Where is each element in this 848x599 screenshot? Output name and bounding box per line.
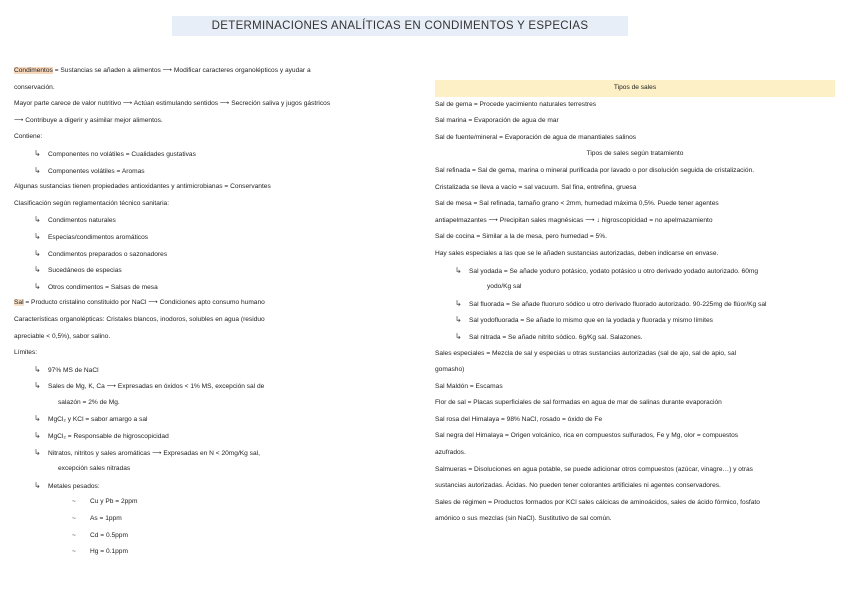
arrow-bullet-icon: ↳ <box>34 248 41 258</box>
arrow-bullet-icon: ↳ <box>34 231 41 241</box>
text-line: conservación. <box>14 83 55 91</box>
text-line: Flor de sal = Placas superficiales de sal formadas en agua de mar de salinas durante evaporación <box>435 399 722 407</box>
list-item-continuation: yodo/Kg sal <box>487 283 522 291</box>
dash-bullet-icon: ~ <box>72 548 76 556</box>
list-item: ↳ Sal nitrada = Se añade nitrito sódico. 6g/Kg sal. Salazones. <box>435 329 835 346</box>
dash-bullet-icon: ~ <box>72 531 76 539</box>
arrow-bullet-icon: ↳ <box>455 331 462 341</box>
arrow-bullet-icon: ↳ <box>455 265 462 275</box>
right-column <box>435 80 835 528</box>
list-item: ↳ Sal yodada = Se añade yoduro potásico, yodato potásico u otro derivado yodado autorizado. 60mg <box>435 263 835 280</box>
text-line: Hay sales especiales a las que se le añaden sustancias autorizadas, deben indicarse en envase. <box>435 249 719 257</box>
text-line: Sal de gema = Procede yacimiento naturales terrestres <box>435 100 597 108</box>
text-line: gomasho) <box>435 366 465 374</box>
text-line: antiapelmazantes ⟶ Precipitan sales magnésicas ⟶ ↓ higroscopicidad = no apelmazamiento <box>435 216 713 224</box>
text-line: Algunas sustancias tienen propiedades antioxidantes y antimicrobianas = Conservantes <box>14 183 271 191</box>
left-column <box>14 63 414 561</box>
list-item: ↳ Condimentos naturales <box>14 212 414 229</box>
text-line: sustancias autorizadas. Ácidas. No pueden tener colorantes artificiales ni agentes conservadores. <box>435 482 721 490</box>
text-line: Sal rosa del Himalaya = 98% NaCl, rosado = óxido de Fe <box>435 415 603 423</box>
list-item: ↳ Sales de Mg, K, Ca ⟶ Expresadas en óxidos < 1% MS, excepción sal de <box>14 378 414 395</box>
section-label: Contiene: <box>14 133 43 141</box>
metal-item: ~ Hg = 0.1ppm <box>14 544 414 561</box>
metal-item: ~ As = 1ppm <box>14 511 414 528</box>
arrow-bullet-icon: ↳ <box>455 315 462 325</box>
arrow-bullet-icon: ↳ <box>34 281 41 291</box>
arrow-bullet-icon: ↳ <box>34 381 41 391</box>
text-line: azufrados. <box>435 449 466 457</box>
text-line: Mayor parte carece de valor nutritivo ⟶ Actúan estimulando sentidos ⟶ Secreción saliva y jugos gástricos <box>14 100 331 108</box>
condimentos-term: Condimentos <box>14 67 53 74</box>
list-item-continuation: excepción sales nitradas <box>58 465 131 473</box>
dash-bullet-icon: ~ <box>72 515 76 523</box>
text-line: amónico o sus mezclas (sin NaCl). Sustitutivo de sal común. <box>435 515 612 523</box>
text-line: Características organolépticas: Cristales blancos, inodoros, solubles en agua (residuo <box>14 315 265 323</box>
sal-definition: Sal = Producto cristalino constituido por NaCl ⟶ Condiciones apto consumo humano <box>14 299 265 307</box>
list-item-continuation: salazón = 2% de Mg. <box>58 398 120 406</box>
text-line: Sal marina = Evaporación de agua de mar <box>435 117 559 125</box>
dash-bullet-icon: ~ <box>72 498 76 506</box>
arrow-bullet-icon: ↳ <box>34 265 41 275</box>
list-item: ↳ Otros condimentos = Salsas de mesa <box>14 279 414 296</box>
list-item: ↳ Nitratos, nitritos y sales aromáticas ⟶ Expresadas en N < 20mg/Kg sal, <box>14 445 414 462</box>
list-item: ↳ Sucedáneos de especias <box>14 262 414 279</box>
text-line: Salmueras = Disoluciones en agua potable, se puede adicionar otros compuestos (azúcar, vinagre…) y otras <box>435 465 753 473</box>
arrow-bullet-icon: ↳ <box>34 215 41 225</box>
arrow-bullet-icon: ↳ <box>34 165 41 175</box>
text-line: Sal negra del Himalaya = Origen volcánico, rica en compuestos sulfurados, Fe y Mg, olor = compuestos <box>435 432 739 440</box>
text-line: Cristalizada se lleva a vacío = sal vacuum. Sal fina, entrefina, gruesa <box>435 183 637 191</box>
arrow-bullet-icon: ↳ <box>34 148 41 158</box>
list-item: ↳ Especias/condimentos aromáticos <box>14 229 414 246</box>
list-item: ↳ Componentes volátiles = Aromas <box>14 163 414 180</box>
metal-item: ~ Cu y Pb = 2ppm <box>14 494 414 511</box>
list-item: ↳ Sal fluorada = Se añade fluoruro sódico u otro derivado fluorado autorizado. 90-225mg de flúor/Kg sal <box>435 296 835 313</box>
sal-term: Sal <box>14 299 24 307</box>
text-line: Sal de cocina = Similar a la de mesa, pero humedad = 5%. <box>435 233 607 241</box>
arrow-bullet-icon: ↳ <box>455 298 462 308</box>
text-line: apreciable < 0,5%), sabor salino. <box>14 332 111 340</box>
list-item: ↳ Componentes no volátiles = Cualidades gustativas <box>14 146 414 163</box>
text-line: Sal Maldón = Escamas <box>435 382 503 390</box>
list-item: ↳ MgCl₂ y KCl = sabor amargo a sal <box>14 411 414 428</box>
arrow-bullet-icon: ↳ <box>34 480 41 490</box>
list-item: ↳ Condimentos preparados o sazonadores <box>14 246 414 263</box>
text-line: Sal refinada = Sal de gema, marina o mineral purificada por lavado o por disolución seguida de cristalización. <box>435 166 755 174</box>
section-label: Límites: <box>14 349 38 357</box>
list-item: ↳ Metales pesados: <box>14 478 414 495</box>
section-label: Clasificación según reglamentación técnico sanitaria: <box>14 199 170 207</box>
text-line: Sal de mesa = Sal refinada, tamaño grano < 2mm, humedad máxima 0,5%. Puede tener agentes <box>435 200 719 208</box>
tratamiento-header: Tipos de sales según tratamiento <box>586 150 684 158</box>
arrow-bullet-icon: ↳ <box>34 364 41 374</box>
list-item: ↳ Sal yodofluorada = Se añade lo mismo que en la yodada y fluorada y mismo límites <box>435 312 835 329</box>
list-item: ↳ MgCl₂ = Responsable de higroscopicidad <box>14 428 414 445</box>
arrow-bullet-icon: ↳ <box>34 447 41 457</box>
metal-item: ~ Cd = 0.5ppm <box>14 528 414 545</box>
text-line: ⟶ Contribuye a digerir y asimilar mejor alimentos. <box>14 116 163 124</box>
arrow-bullet-icon: ↳ <box>34 414 41 424</box>
arrow-bullet-icon: ↳ <box>34 431 41 441</box>
tipos-sales-header: Tipos de sales <box>435 80 835 97</box>
page-title: DETERMINACIONES ANALÍTICAS EN CONDIMENTOS Y ESPECIAS <box>172 16 628 36</box>
text-line: Sal de fuente/mineral = Evaporación de agua de manantiales salinos <box>435 133 637 141</box>
text-line: Sales especiales = Mezcla de sal y especias u otras sustancias autorizadas (sal de ajo, sal de apio, sal <box>435 349 737 357</box>
text-line: Sales de régimen = Productos formados por KCl sales cálcicas de aminoácidos, sales de ácido fórmico, fosfato <box>435 498 760 506</box>
condimentos-definition: Condimentos = Sustancias se añaden a alimentos ⟶ Modificar caracteres organolépticos y ayudar a <box>14 67 311 74</box>
list-item: ↳ 97% MS de NaCl <box>14 362 414 379</box>
